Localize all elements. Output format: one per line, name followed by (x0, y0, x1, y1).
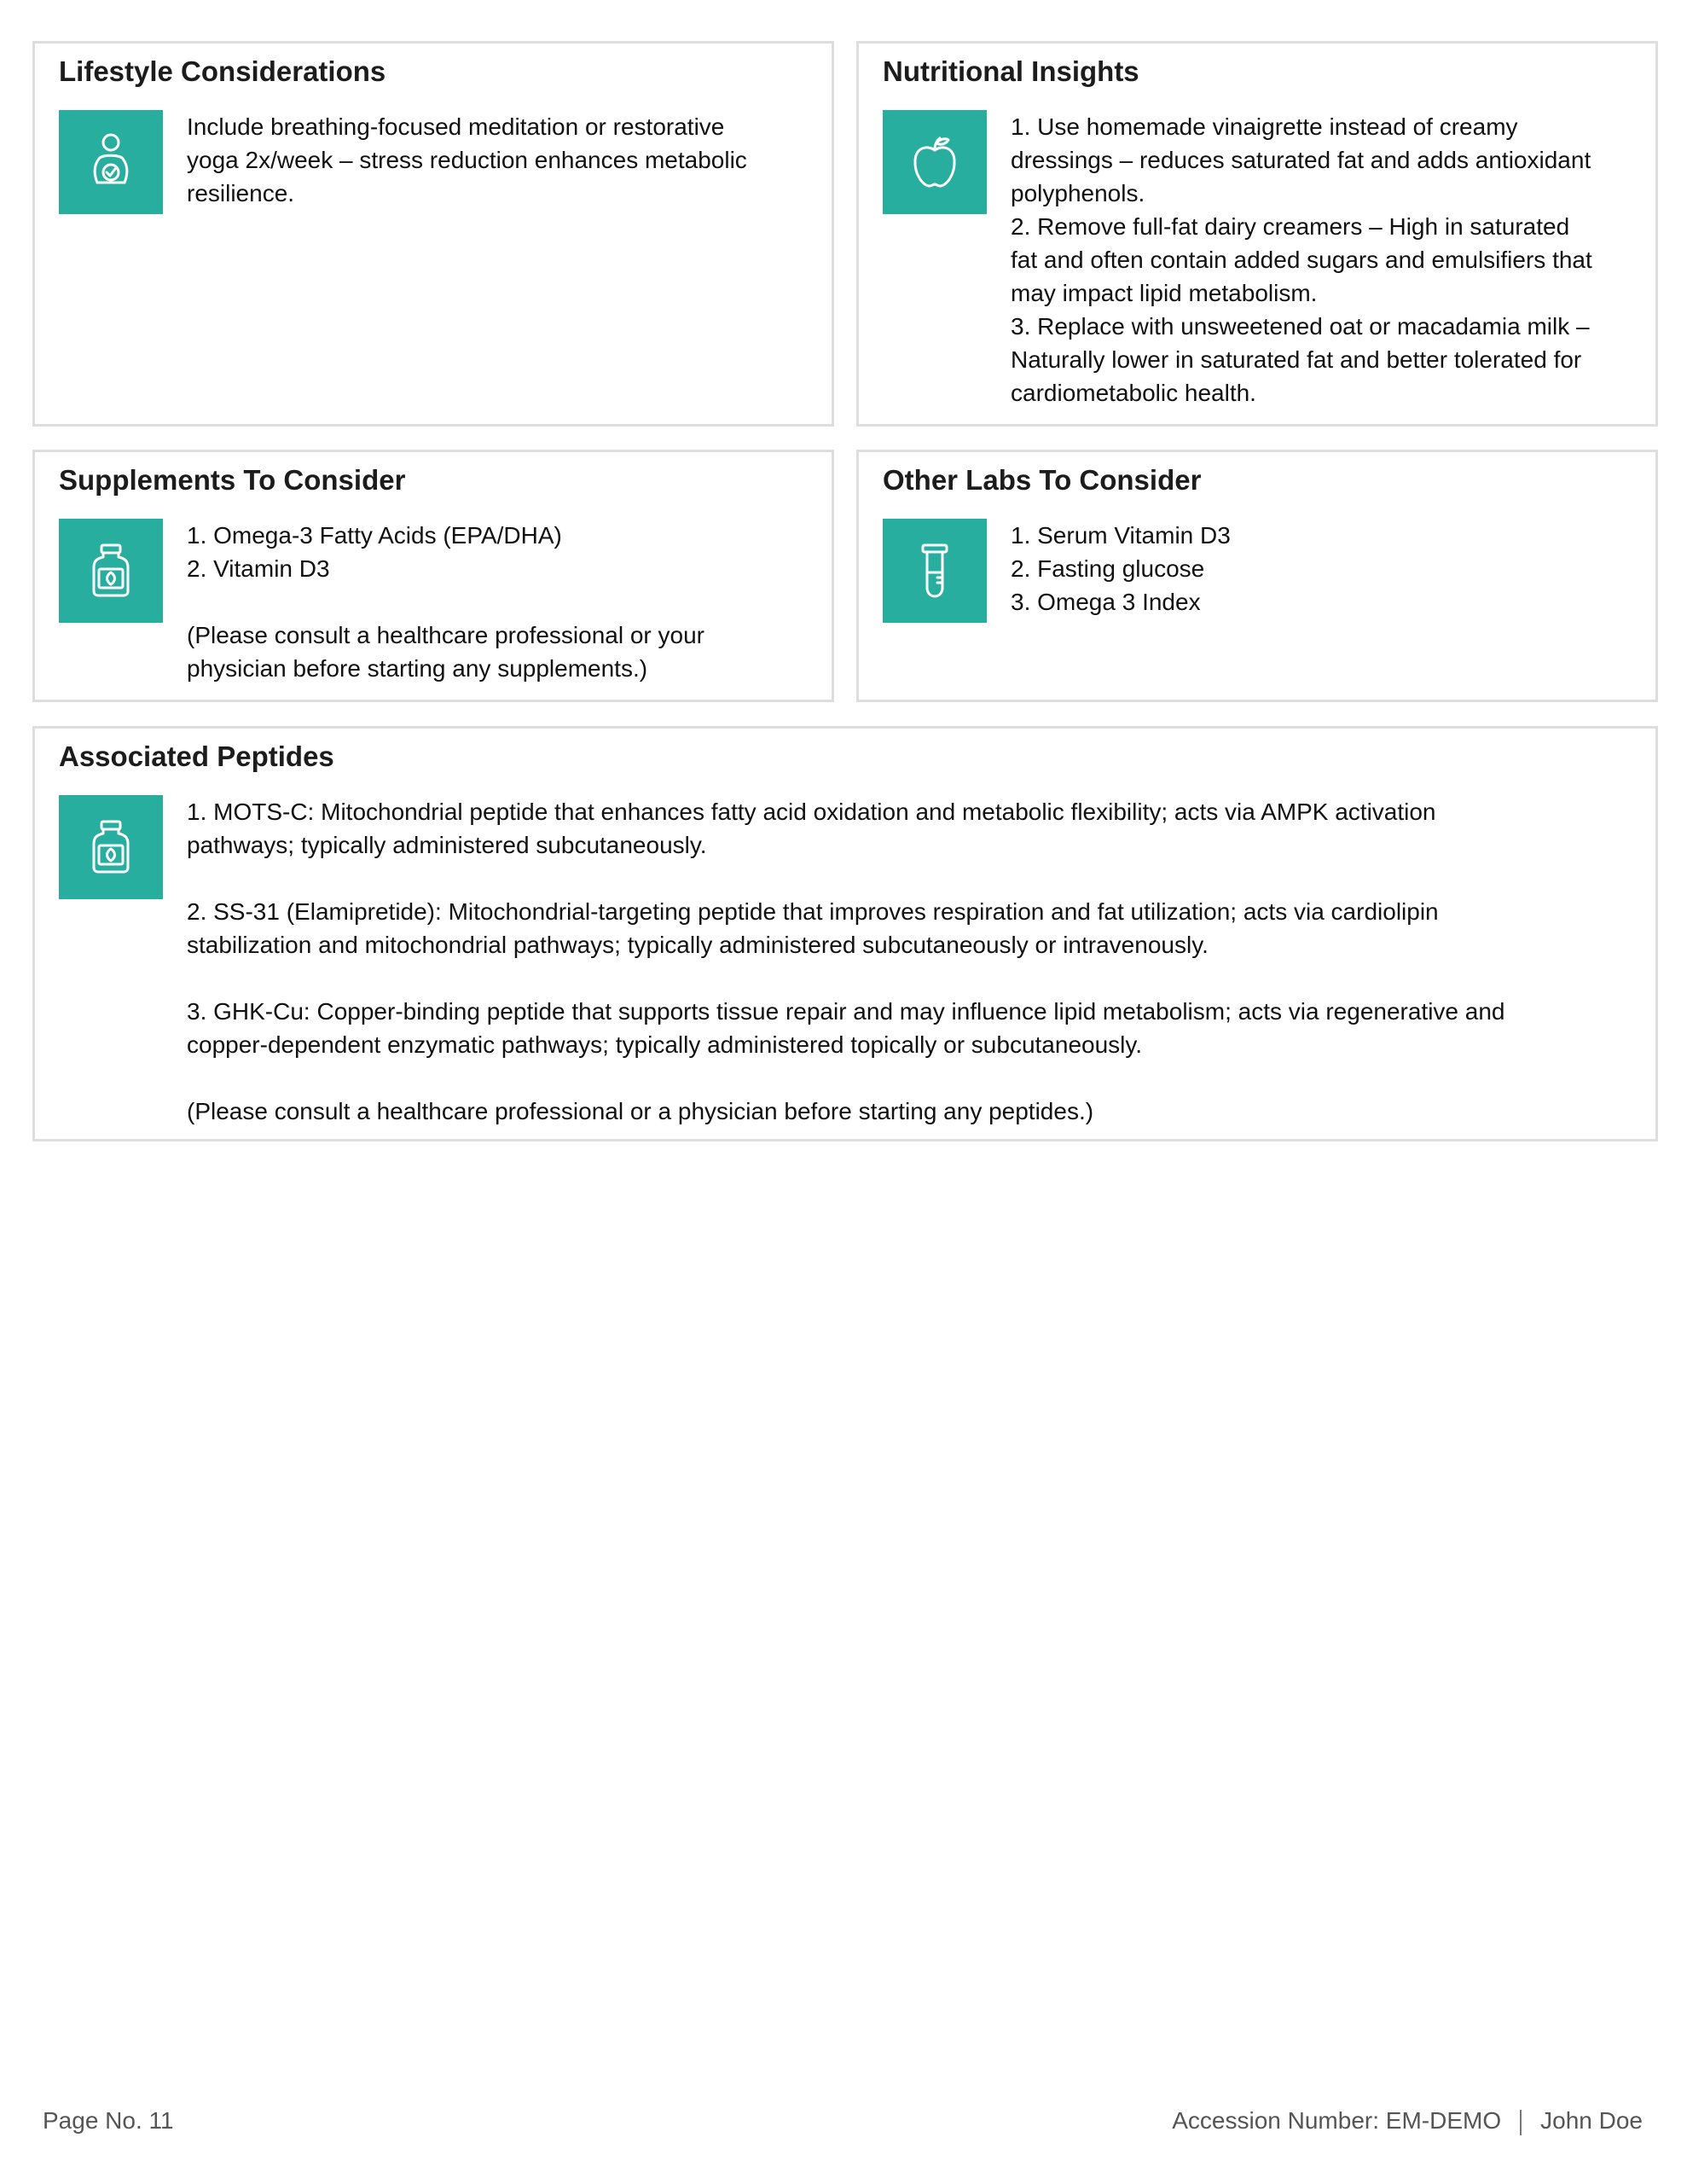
list-item: 2. Fasting glucose (1011, 555, 1205, 582)
text-line: 2. SS-31 (Elamipretide): Mitochondrial-targeting peptide that improves respiration and fat utilization; acts via cardiolipin (187, 898, 1439, 925)
text-line: Include breathing-focused meditation or restorative (187, 113, 725, 140)
apple-icon (904, 131, 965, 193)
text-line: Naturally lower in saturated fat and better tolerated for (1011, 346, 1582, 373)
text-line: 2. Remove full-fat dairy creamers – High in saturated (1011, 213, 1570, 240)
labs-title: Other Labs To Consider (883, 464, 1202, 496)
text-line: copper-dependent enzymatic pathways; typically administered topically or subcutaneously. (187, 1031, 1143, 1058)
text-line: yoga 2x/week – stress reduction enhances metabolic (187, 147, 747, 173)
text-line: cardiometabolic health. (1011, 380, 1256, 406)
text-line: (Please consult a healthcare professional or a physician before starting any peptides.) (187, 1098, 1094, 1124)
footer-divider (1520, 2110, 1522, 2135)
supplements-icon-box (59, 519, 163, 623)
text-line: stabilization and mitochondrial pathways; typically administered subcutaneously or intravenously. (187, 932, 1209, 958)
labs-text (1011, 519, 1231, 619)
labs-icon-box (883, 519, 987, 623)
note-line: (Please consult a healthcare professional or your (187, 622, 705, 648)
supplement-bottle-icon (80, 540, 142, 601)
supplements-card (32, 450, 834, 702)
text-line: pathways; typically administered subcutaneously. (187, 832, 707, 858)
list-item: 2. Vitamin D3 (187, 555, 330, 582)
labs-card (856, 450, 1658, 702)
note-line: physician before starting any supplements.) (187, 655, 648, 682)
text-line: polyphenols. (1011, 180, 1145, 206)
peptides-title: Associated Peptides (59, 741, 334, 772)
test-tube-icon (904, 540, 965, 601)
text-line: may impact lipid metabolism. (1011, 280, 1318, 306)
supplements-text (187, 519, 704, 685)
text-line: fat and often contain added sugars and emulsifiers that (1011, 247, 1592, 273)
lifestyle-title: Lifestyle Considerations (59, 55, 386, 87)
lifestyle-icon-box (59, 110, 163, 214)
nutrition-text (1011, 110, 1592, 410)
list-item: 1. Serum Vitamin D3 (1011, 522, 1231, 549)
text-line: dressings – reduces saturated fat and adds antioxidant (1011, 147, 1591, 173)
supplement-bottle-icon (80, 816, 142, 878)
text-line: 1. Use homemade vinaigrette instead of creamy (1011, 113, 1518, 140)
nutrition-title: Nutritional Insights (883, 55, 1139, 87)
list-item: 3. Omega 3 Index (1011, 589, 1201, 615)
nutrition-card (856, 41, 1658, 427)
page-number: Page No. 11 (43, 2107, 174, 2134)
lifestyle-card (32, 41, 834, 427)
footer-right (1172, 2107, 1643, 2135)
patient-name: John Doe (1540, 2107, 1643, 2134)
person-check-icon (80, 131, 142, 193)
peptides-text (187, 795, 1505, 1128)
text-line: 3. Replace with unsweetened oat or macadamia milk – (1011, 313, 1590, 340)
text-line: resilience. (187, 180, 295, 206)
peptides-icon-box (59, 795, 163, 899)
peptides-card (32, 726, 1658, 1141)
nutrition-icon-box (883, 110, 987, 214)
lifestyle-text (187, 110, 747, 210)
list-item: 1. Omega-3 Fatty Acids (EPA/DHA) (187, 522, 562, 549)
text-line: 1. MOTS-C: Mitochondrial peptide that enhances fatty acid oxidation and metabolic flexibility; acts via AMPK activation (187, 799, 1436, 825)
supplements-title: Supplements To Consider (59, 464, 406, 496)
accession-number: Accession Number: EM-DEMO (1172, 2107, 1502, 2134)
text-line: 3. GHK-Cu: Copper-binding peptide that supports tissue repair and may influence lipid metabolism; acts via regenerative and (187, 998, 1505, 1025)
